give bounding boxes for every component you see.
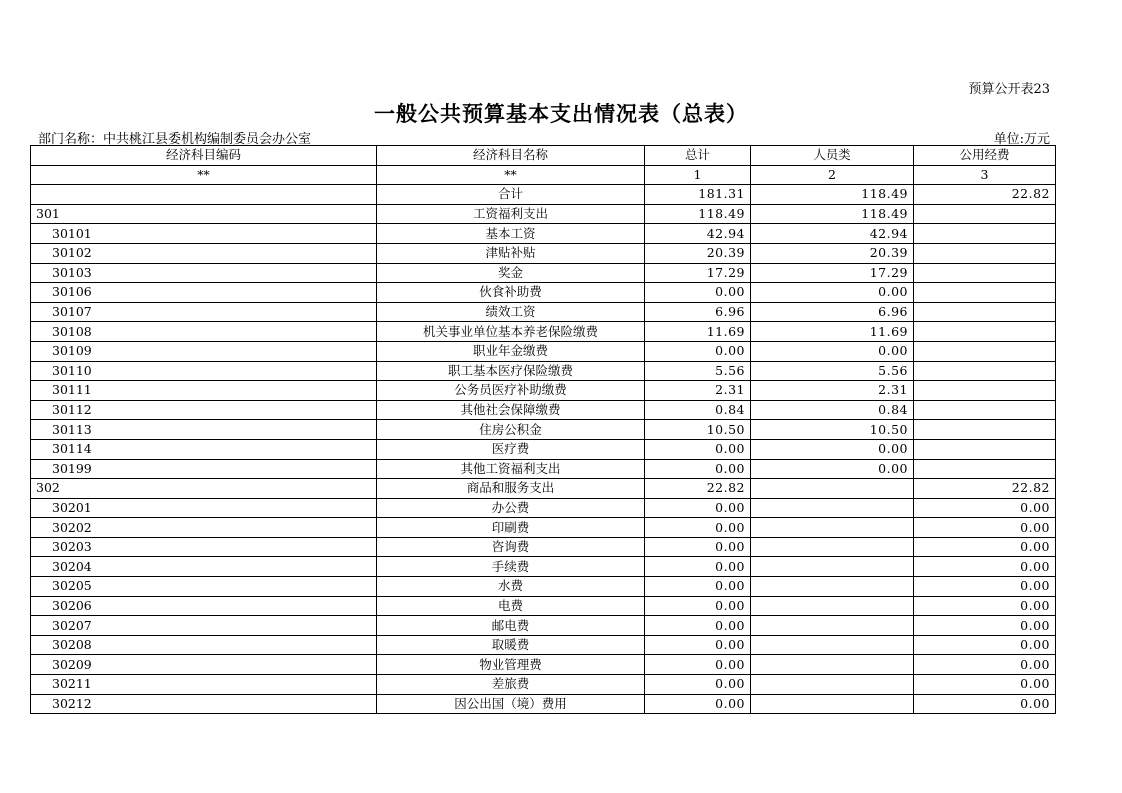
cell-total: 118.49 xyxy=(645,204,751,224)
cell-total: 5.56 xyxy=(645,361,751,381)
cell-code: 30103 xyxy=(31,263,377,283)
header-row xyxy=(31,146,1056,166)
cell-name: 因公出国（境）费用 xyxy=(377,694,645,714)
table-body xyxy=(31,185,1056,714)
cell-name: 住房公积金 xyxy=(377,420,645,440)
cell-name: 绩效工资 xyxy=(377,302,645,322)
cell-name: 基本工资 xyxy=(377,224,645,244)
subheader-name: ** xyxy=(377,165,645,185)
cell-code: 30203 xyxy=(31,537,377,557)
cell-personnel: 0.00 xyxy=(751,439,914,459)
cell-personnel: 17.29 xyxy=(751,263,914,283)
cell-total: 11.69 xyxy=(645,322,751,342)
expenditure-table xyxy=(30,145,1056,714)
header-public: 公用经费 xyxy=(914,146,1056,166)
cell-personnel: 118.49 xyxy=(751,185,914,205)
cell-personnel: 0.00 xyxy=(751,283,914,303)
cell-code: 301 xyxy=(31,204,377,224)
cell-personnel xyxy=(751,694,914,714)
table-row xyxy=(31,675,1056,695)
cell-personnel xyxy=(751,616,914,636)
cell-public: 0.00 xyxy=(914,596,1056,616)
cell-total: 0.00 xyxy=(645,557,751,577)
cell-name: 职工基本医疗保险缴费 xyxy=(377,361,645,381)
cell-name: 邮电费 xyxy=(377,616,645,636)
cell-code: 30107 xyxy=(31,302,377,322)
cell-personnel: 11.69 xyxy=(751,322,914,342)
cell-public xyxy=(914,224,1056,244)
cell-total: 17.29 xyxy=(645,263,751,283)
cell-total: 0.00 xyxy=(645,439,751,459)
header-code: 经济科目编码 xyxy=(31,146,377,166)
cell-name: 津贴补贴 xyxy=(377,243,645,263)
cell-public: 0.00 xyxy=(914,655,1056,675)
cell-name: 手续费 xyxy=(377,557,645,577)
cell-code: 30108 xyxy=(31,322,377,342)
table-row xyxy=(31,518,1056,538)
cell-code: 30206 xyxy=(31,596,377,616)
cell-public xyxy=(914,204,1056,224)
table-row xyxy=(31,694,1056,714)
cell-public: 0.00 xyxy=(914,518,1056,538)
cell-public xyxy=(914,439,1056,459)
cell-total: 0.00 xyxy=(645,341,751,361)
cell-name: 医疗费 xyxy=(377,439,645,459)
table-row xyxy=(31,243,1056,263)
cell-name: 其他社会保障缴费 xyxy=(377,400,645,420)
table-row xyxy=(31,361,1056,381)
cell-total: 22.82 xyxy=(645,479,751,499)
cell-code: 302 xyxy=(31,479,377,499)
table-row xyxy=(31,204,1056,224)
cell-code: 30114 xyxy=(31,439,377,459)
cell-personnel xyxy=(751,557,914,577)
cell-code: 30106 xyxy=(31,283,377,303)
cell-public: 0.00 xyxy=(914,557,1056,577)
page-title: 一般公共预算基本支出情况表（总表） xyxy=(374,101,748,126)
cell-code: 30110 xyxy=(31,361,377,381)
cell-public xyxy=(914,400,1056,420)
cell-name: 合计 xyxy=(377,185,645,205)
cell-name: 伙食补助费 xyxy=(377,283,645,303)
cell-code: 30102 xyxy=(31,243,377,263)
cell-personnel: 0.00 xyxy=(751,459,914,479)
form-number: 预算公开表23 xyxy=(968,82,1050,97)
cell-total: 181.31 xyxy=(645,185,751,205)
cell-total: 0.00 xyxy=(645,694,751,714)
cell-personnel xyxy=(751,479,914,499)
cell-total: 0.00 xyxy=(645,498,751,518)
subheader-code: ** xyxy=(31,165,377,185)
cell-code: 30112 xyxy=(31,400,377,420)
cell-total: 2.31 xyxy=(645,381,751,401)
cell-total: 0.00 xyxy=(645,635,751,655)
cell-public: 22.82 xyxy=(914,185,1056,205)
cell-code: 30199 xyxy=(31,459,377,479)
cell-name: 其他工资福利支出 xyxy=(377,459,645,479)
cell-name: 工资福利支出 xyxy=(377,204,645,224)
cell-code: 30205 xyxy=(31,577,377,597)
cell-personnel xyxy=(751,498,914,518)
cell-total: 0.00 xyxy=(645,283,751,303)
cell-code: 30211 xyxy=(31,675,377,695)
cell-code: 30212 xyxy=(31,694,377,714)
cell-total: 42.94 xyxy=(645,224,751,244)
cell-total: 6.96 xyxy=(645,302,751,322)
cell-name: 取暖费 xyxy=(377,635,645,655)
header-personnel: 人员类 xyxy=(751,146,914,166)
cell-public xyxy=(914,302,1056,322)
table-row xyxy=(31,635,1056,655)
cell-personnel xyxy=(751,675,914,695)
table-row xyxy=(31,439,1056,459)
cell-personnel: 5.56 xyxy=(751,361,914,381)
cell-code: 30202 xyxy=(31,518,377,538)
cell-name: 咨询费 xyxy=(377,537,645,557)
table-row xyxy=(31,400,1056,420)
cell-total: 0.00 xyxy=(645,577,751,597)
cell-total: 20.39 xyxy=(645,243,751,263)
table-row xyxy=(31,283,1056,303)
cell-public xyxy=(914,263,1056,283)
cell-code: 30109 xyxy=(31,341,377,361)
header-total: 总计 xyxy=(645,146,751,166)
cell-public: 0.00 xyxy=(914,537,1056,557)
subheader-public: 3 xyxy=(914,165,1056,185)
table-row xyxy=(31,596,1056,616)
subheader-total: 1 xyxy=(645,165,751,185)
cell-name: 差旅费 xyxy=(377,675,645,695)
cell-public: 0.00 xyxy=(914,675,1056,695)
cell-code: 30204 xyxy=(31,557,377,577)
cell-public xyxy=(914,322,1056,342)
cell-code: 30207 xyxy=(31,616,377,636)
table-row xyxy=(31,537,1056,557)
table-row xyxy=(31,459,1056,479)
cell-personnel xyxy=(751,596,914,616)
cell-name: 机关事业单位基本养老保险缴费 xyxy=(377,322,645,342)
cell-name: 水费 xyxy=(377,577,645,597)
cell-public xyxy=(914,283,1056,303)
cell-public: 22.82 xyxy=(914,479,1056,499)
cell-personnel: 0.84 xyxy=(751,400,914,420)
table-row xyxy=(31,655,1056,675)
cell-personnel: 0.00 xyxy=(751,341,914,361)
cell-total: 0.00 xyxy=(645,675,751,695)
cell-personnel: 10.50 xyxy=(751,420,914,440)
subheader-row xyxy=(31,165,1056,185)
cell-total: 0.00 xyxy=(645,459,751,479)
cell-personnel: 118.49 xyxy=(751,204,914,224)
table-row xyxy=(31,322,1056,342)
table-row xyxy=(31,420,1056,440)
cell-personnel xyxy=(751,518,914,538)
cell-code: 30101 xyxy=(31,224,377,244)
cell-total: 10.50 xyxy=(645,420,751,440)
table-row xyxy=(31,381,1056,401)
cell-name: 公务员医疗补助缴费 xyxy=(377,381,645,401)
cell-public xyxy=(914,420,1056,440)
cell-code: 30208 xyxy=(31,635,377,655)
cell-public xyxy=(914,243,1056,263)
table-row xyxy=(31,302,1056,322)
cell-public: 0.00 xyxy=(914,498,1056,518)
table-row xyxy=(31,224,1056,244)
cell-name: 办公费 xyxy=(377,498,645,518)
cell-personnel: 20.39 xyxy=(751,243,914,263)
table-row xyxy=(31,185,1056,205)
table-row xyxy=(31,341,1056,361)
cell-personnel xyxy=(751,655,914,675)
cell-name: 印刷费 xyxy=(377,518,645,538)
header-name: 经济科目名称 xyxy=(377,146,645,166)
cell-personnel: 2.31 xyxy=(751,381,914,401)
cell-personnel: 6.96 xyxy=(751,302,914,322)
table-row xyxy=(31,263,1056,283)
cell-code xyxy=(31,185,377,205)
cell-name: 奖金 xyxy=(377,263,645,283)
table-row xyxy=(31,498,1056,518)
cell-total: 0.00 xyxy=(645,596,751,616)
cell-name: 职业年金缴费 xyxy=(377,341,645,361)
cell-total: 0.00 xyxy=(645,655,751,675)
cell-code: 30201 xyxy=(31,498,377,518)
cell-code: 30113 xyxy=(31,420,377,440)
cell-public: 0.00 xyxy=(914,616,1056,636)
cell-public: 0.00 xyxy=(914,635,1056,655)
table-row xyxy=(31,479,1056,499)
cell-name: 电费 xyxy=(377,596,645,616)
cell-personnel xyxy=(751,577,914,597)
cell-public xyxy=(914,459,1056,479)
department-name: 部门名称：中共桃江县委机构编制委员会办公室 xyxy=(38,132,312,147)
cell-code: 30111 xyxy=(31,381,377,401)
cell-name: 商品和服务支出 xyxy=(377,479,645,499)
table-row xyxy=(31,577,1056,597)
cell-total: 0.84 xyxy=(645,400,751,420)
cell-public xyxy=(914,341,1056,361)
cell-personnel xyxy=(751,537,914,557)
cell-public: 0.00 xyxy=(914,577,1056,597)
table-row xyxy=(31,616,1056,636)
cell-total: 0.00 xyxy=(645,616,751,636)
cell-public xyxy=(914,381,1056,401)
subheader-personnel: 2 xyxy=(751,165,914,185)
cell-personnel xyxy=(751,635,914,655)
cell-name: 物业管理费 xyxy=(377,655,645,675)
table-row xyxy=(31,557,1056,577)
cell-total: 0.00 xyxy=(645,518,751,538)
cell-public xyxy=(914,361,1056,381)
unit-label: 单位:万元 xyxy=(993,132,1050,147)
cell-code: 30209 xyxy=(31,655,377,675)
cell-public: 0.00 xyxy=(914,694,1056,714)
cell-total: 0.00 xyxy=(645,537,751,557)
cell-personnel: 42.94 xyxy=(751,224,914,244)
